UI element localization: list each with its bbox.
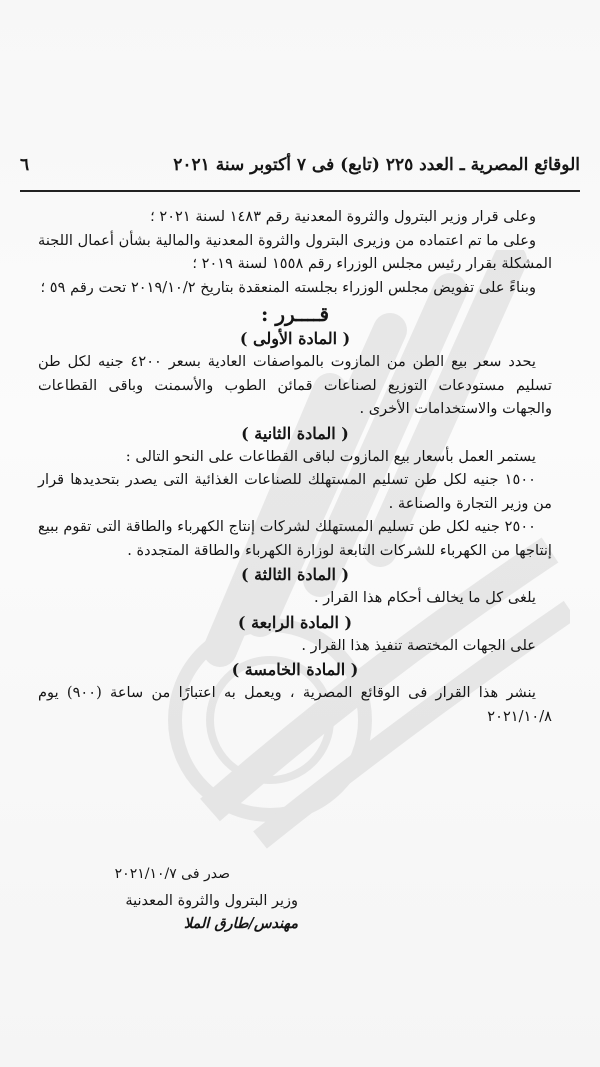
article-text: ٢٥٠٠ جنيه لكل طن تسليم المستهلك لشركات إنتاج الكهرباء والطاقة التى تقوم ببيع إنتاجها من الكهرباء للشركات التابعة لوزارة الكهرباء والطاقة المتجددة .: [38, 518, 552, 559]
article-text: ١٥٠٠ جنيه لكل طن تسليم المستهلك للصناعات الغذائية التى يصدر بتحديدها قرار من وزير التجارة والصناعة .: [38, 471, 552, 512]
article-heading: ( المادة الثالثة ): [240, 565, 350, 584]
article-text: يحدد سعر بيع الطن من المازوت بالمواصفات العادية بسعر ٤٢٠٠ جنيه لكل طن تسليم مستودعات التوزيع لصناعات قمائن الطوب والأسمنت وباقى القطاعات والجهات والاستخدامات الأخرى .: [38, 353, 552, 417]
article-heading: ( المادة الأولى ): [239, 329, 351, 348]
article-heading: ( المادة الثانية ): [241, 423, 349, 443]
header-divider: [20, 190, 580, 192]
issue-date: صدر فى ٢٠٢١/١٠/٧: [114, 866, 230, 882]
article-text: يستمر العمل بأسعار بيع المازوت لباقى القطاعات على النحو التالى :: [125, 447, 536, 465]
article-text: يلغى كل ما يخالف أحكام هذا القرار .: [313, 589, 536, 606]
preamble-clause: وبناءً على تفويض مجلس الوزراء بجلسته المنعقدة بتاريخ ٢٠١٩/١٠/٢ تحت رقم ٥٩ ؛: [40, 278, 536, 296]
preamble-clause: وعلى قرار وزير البترول والثروة المعدنية رقم ١٤٨٣ لسنة ٢٠٢١ ؛: [150, 208, 536, 225]
decision-title: قــــرر :: [260, 302, 330, 326]
article-text: على الجهات المختصة تنفيذ هذا القرار .: [301, 636, 536, 654]
page-number: ٦: [20, 155, 30, 175]
preamble-clause: وعلى ما تم اعتماده من وزيرى البترول والثروة المعدنية والمالية بشأن أعمال اللجنة المشكلة بقرار رئيس مجلس الوزراء رقم ١٥٥٨ لسنة ٢٠١٩ ؛: [38, 231, 552, 272]
signatory-title: وزير البترول والثروة المعدنية: [125, 893, 298, 909]
signatory-name: مهندس/طارق الملا: [183, 915, 298, 932]
decree-body: [38, 205, 552, 728]
gazette-header: [20, 155, 580, 175]
article-heading: ( المادة الخامسة ): [231, 660, 359, 679]
article-text: ينشر هذا القرار فى الوقائع المصرية ، ويعمل به اعتبارًا من ساعة (٩٠٠) يوم ٢٠٢١/١٠/٨: [38, 684, 552, 725]
signature-block: [88, 893, 298, 932]
gazette-title: الوقائع المصرية ـ العدد ٢٢٥ (تابع) فى ٧ أكتوبر سنة ٢٠٢١: [173, 155, 580, 175]
article-heading: ( المادة الرابعة ): [237, 612, 353, 632]
